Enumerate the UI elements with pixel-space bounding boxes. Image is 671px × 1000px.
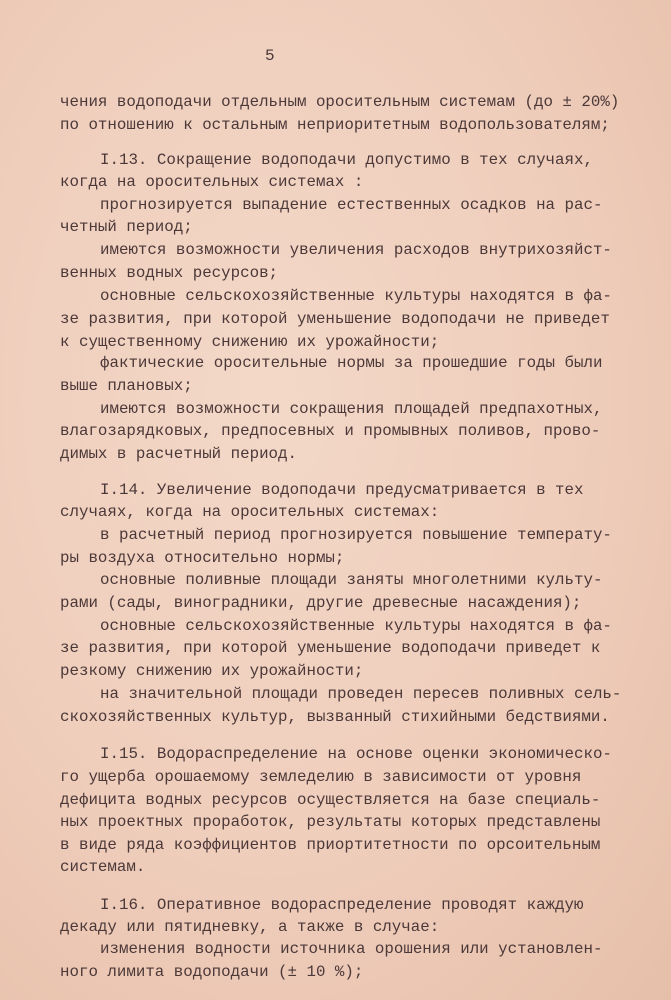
text-line: го ущерба орошаемому земледелию в зависимости от уровня bbox=[60, 768, 582, 786]
text-line: изменения водности источника орошения или установлен- bbox=[100, 940, 603, 958]
text-line: имеются возможности сокращения площадей предпахотных, bbox=[100, 400, 603, 418]
text-line: на значительной площади проведен пересев поливных сель- bbox=[100, 685, 622, 703]
text-line: в расчетный период прогнозируется повышение температу- bbox=[100, 526, 612, 544]
text-line: системам. bbox=[60, 858, 146, 876]
page-number: 5 bbox=[265, 47, 275, 65]
text-line: прогнозируется выпадение естественных осадков на рас- bbox=[100, 196, 603, 214]
text-line: основные поливные площади заняты многолетними культу- bbox=[100, 571, 603, 589]
text-line: по отношению к остальным неприоритетным водопользователям; bbox=[60, 116, 610, 134]
text-line: выше плановых; bbox=[60, 377, 193, 395]
text-line: в виде ряда коэффициентов приортитетности по орсоительным bbox=[60, 836, 601, 854]
text-line: рами (сады, виноградники, другие древесные насаждения); bbox=[60, 594, 582, 612]
text-line: когда на оросительных системах : bbox=[60, 173, 364, 191]
text-line: скохозяйственных культур, вызванный стихийными бедствиями. bbox=[60, 708, 610, 726]
text-line: ных проектных проработок, результаты которых представлены bbox=[60, 813, 601, 831]
text-line: димых в расчетный период. bbox=[60, 445, 297, 463]
text-line: ного лимита водоподачи (± 10 %); bbox=[60, 963, 364, 981]
text-line: I.14. Увеличение водоподачи предусматривается в тех bbox=[100, 481, 584, 499]
text-line: зе развития, при которой уменьшение водоподачи приведет к bbox=[60, 639, 601, 657]
text-line: влагозарядковых, предпосевных и промывных поливов, прово- bbox=[60, 422, 601, 440]
text-line: ры воздуха относительно нормы; bbox=[60, 549, 345, 567]
text-line: четный период; bbox=[60, 218, 193, 236]
text-line: I.16. Оперативное водораспределение проводят каждую bbox=[100, 896, 584, 914]
text-line: зе развития, при которой уменьшение водоподачи не приведет bbox=[60, 310, 610, 328]
text-line: основные сельскохозяйственные культуры находятся в фа- bbox=[100, 287, 612, 305]
text-line: чения водоподачи отдельным оросительным системам (до ± 20%) bbox=[60, 93, 620, 111]
text-line: венных водных ресурсов; bbox=[60, 264, 279, 282]
text-line: основные сельскохозяйственные культуры находятся в фа- bbox=[100, 617, 612, 635]
text-line: случаях, когда на оросительных системах: bbox=[60, 503, 440, 521]
text-line: фактические оросительные нормы за прошедшие годы были bbox=[100, 354, 603, 372]
text-line: декаду или пятидневку, а также в случае: bbox=[60, 918, 440, 936]
text-line: резкому снижению их урожайности; bbox=[60, 662, 364, 680]
text-line: к существенному снижению их урожайности; bbox=[60, 333, 440, 351]
text-line: I.13. Сокращение водоподачи допустимо в тех случаях, bbox=[100, 151, 593, 169]
text-line: дефицита водных ресурсов осуществляется на базе специаль- bbox=[60, 791, 601, 809]
text-line: имеются возможности увеличения расходов внутрихозяйст- bbox=[100, 241, 612, 259]
text-line: I.15. Водораспределение на основе оценки экономическо- bbox=[100, 745, 612, 763]
